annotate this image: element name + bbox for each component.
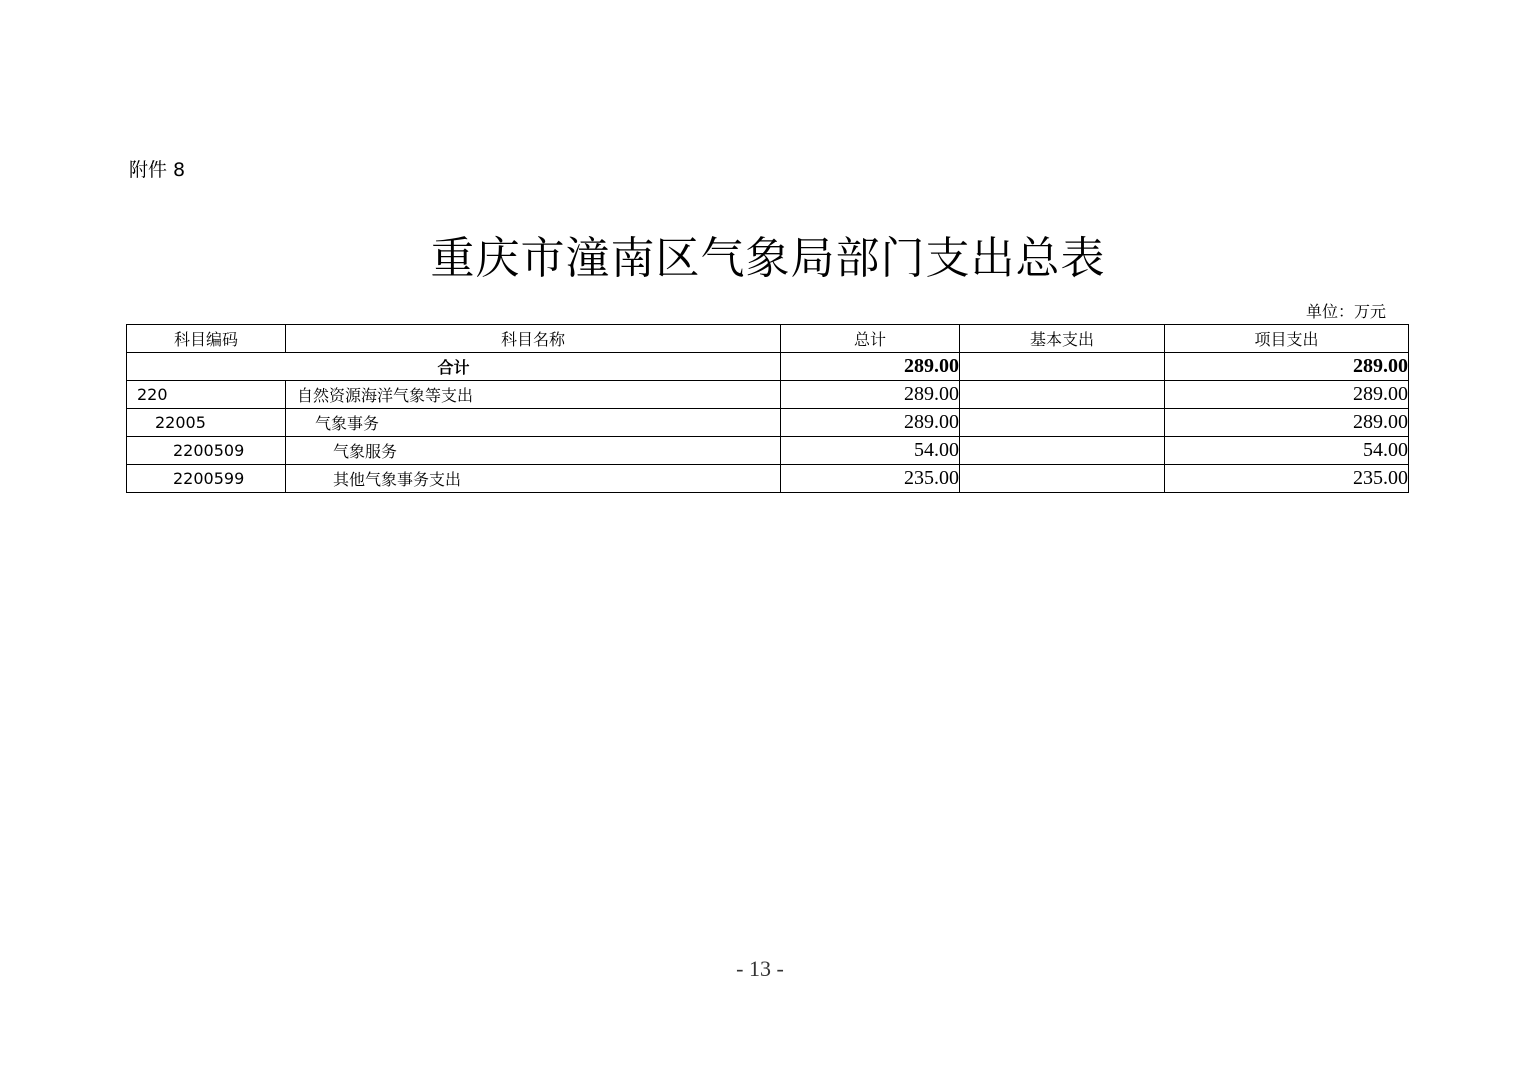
table-row xyxy=(127,409,1409,437)
row-name: 其他气象事务支出 xyxy=(286,465,781,493)
page-title: 重庆市潼南区气象局部门支出总表 xyxy=(430,233,1106,284)
expenditure-table xyxy=(126,324,1409,493)
row-name: 气象事务 xyxy=(286,409,781,437)
total-basic xyxy=(960,353,1165,381)
table-row xyxy=(127,381,1409,409)
page-number: - 13 - xyxy=(736,956,784,981)
column-header-basic: 基本支出 xyxy=(960,325,1165,353)
table-row xyxy=(127,465,1409,493)
column-header-project: 项目支出 xyxy=(1165,325,1409,353)
row-basic xyxy=(960,437,1165,465)
column-header-total: 总计 xyxy=(781,325,960,353)
row-project: 289.00 xyxy=(1165,409,1409,437)
row-name: 气象服务 xyxy=(286,437,781,465)
row-total: 289.00 xyxy=(781,409,960,437)
table-header-row xyxy=(127,325,1409,353)
total-row xyxy=(127,353,1409,381)
row-total: 54.00 xyxy=(781,437,960,465)
row-code: 2200599 xyxy=(127,465,286,493)
unit-label: 单位：万元 xyxy=(1306,302,1387,321)
row-basic xyxy=(960,409,1165,437)
attachment-label: 附件 8 xyxy=(129,159,186,181)
row-code: 22005 xyxy=(127,409,286,437)
row-code: 2200509 xyxy=(127,437,286,465)
row-project: 289.00 xyxy=(1165,381,1409,409)
row-basic xyxy=(960,381,1165,409)
row-project: 54.00 xyxy=(1165,437,1409,465)
row-basic xyxy=(960,465,1165,493)
total-total: 289.00 xyxy=(781,353,960,381)
row-project: 235.00 xyxy=(1165,465,1409,493)
total-label: 合计 xyxy=(127,353,781,381)
column-header-name: 科目名称 xyxy=(286,325,781,353)
table-row xyxy=(127,437,1409,465)
row-total: 289.00 xyxy=(781,381,960,409)
row-name: 自然资源海洋气象等支出 xyxy=(286,381,781,409)
column-header-code: 科目编码 xyxy=(127,325,286,353)
row-total: 235.00 xyxy=(781,465,960,493)
row-code: 220 xyxy=(127,381,286,409)
total-project: 289.00 xyxy=(1165,353,1409,381)
